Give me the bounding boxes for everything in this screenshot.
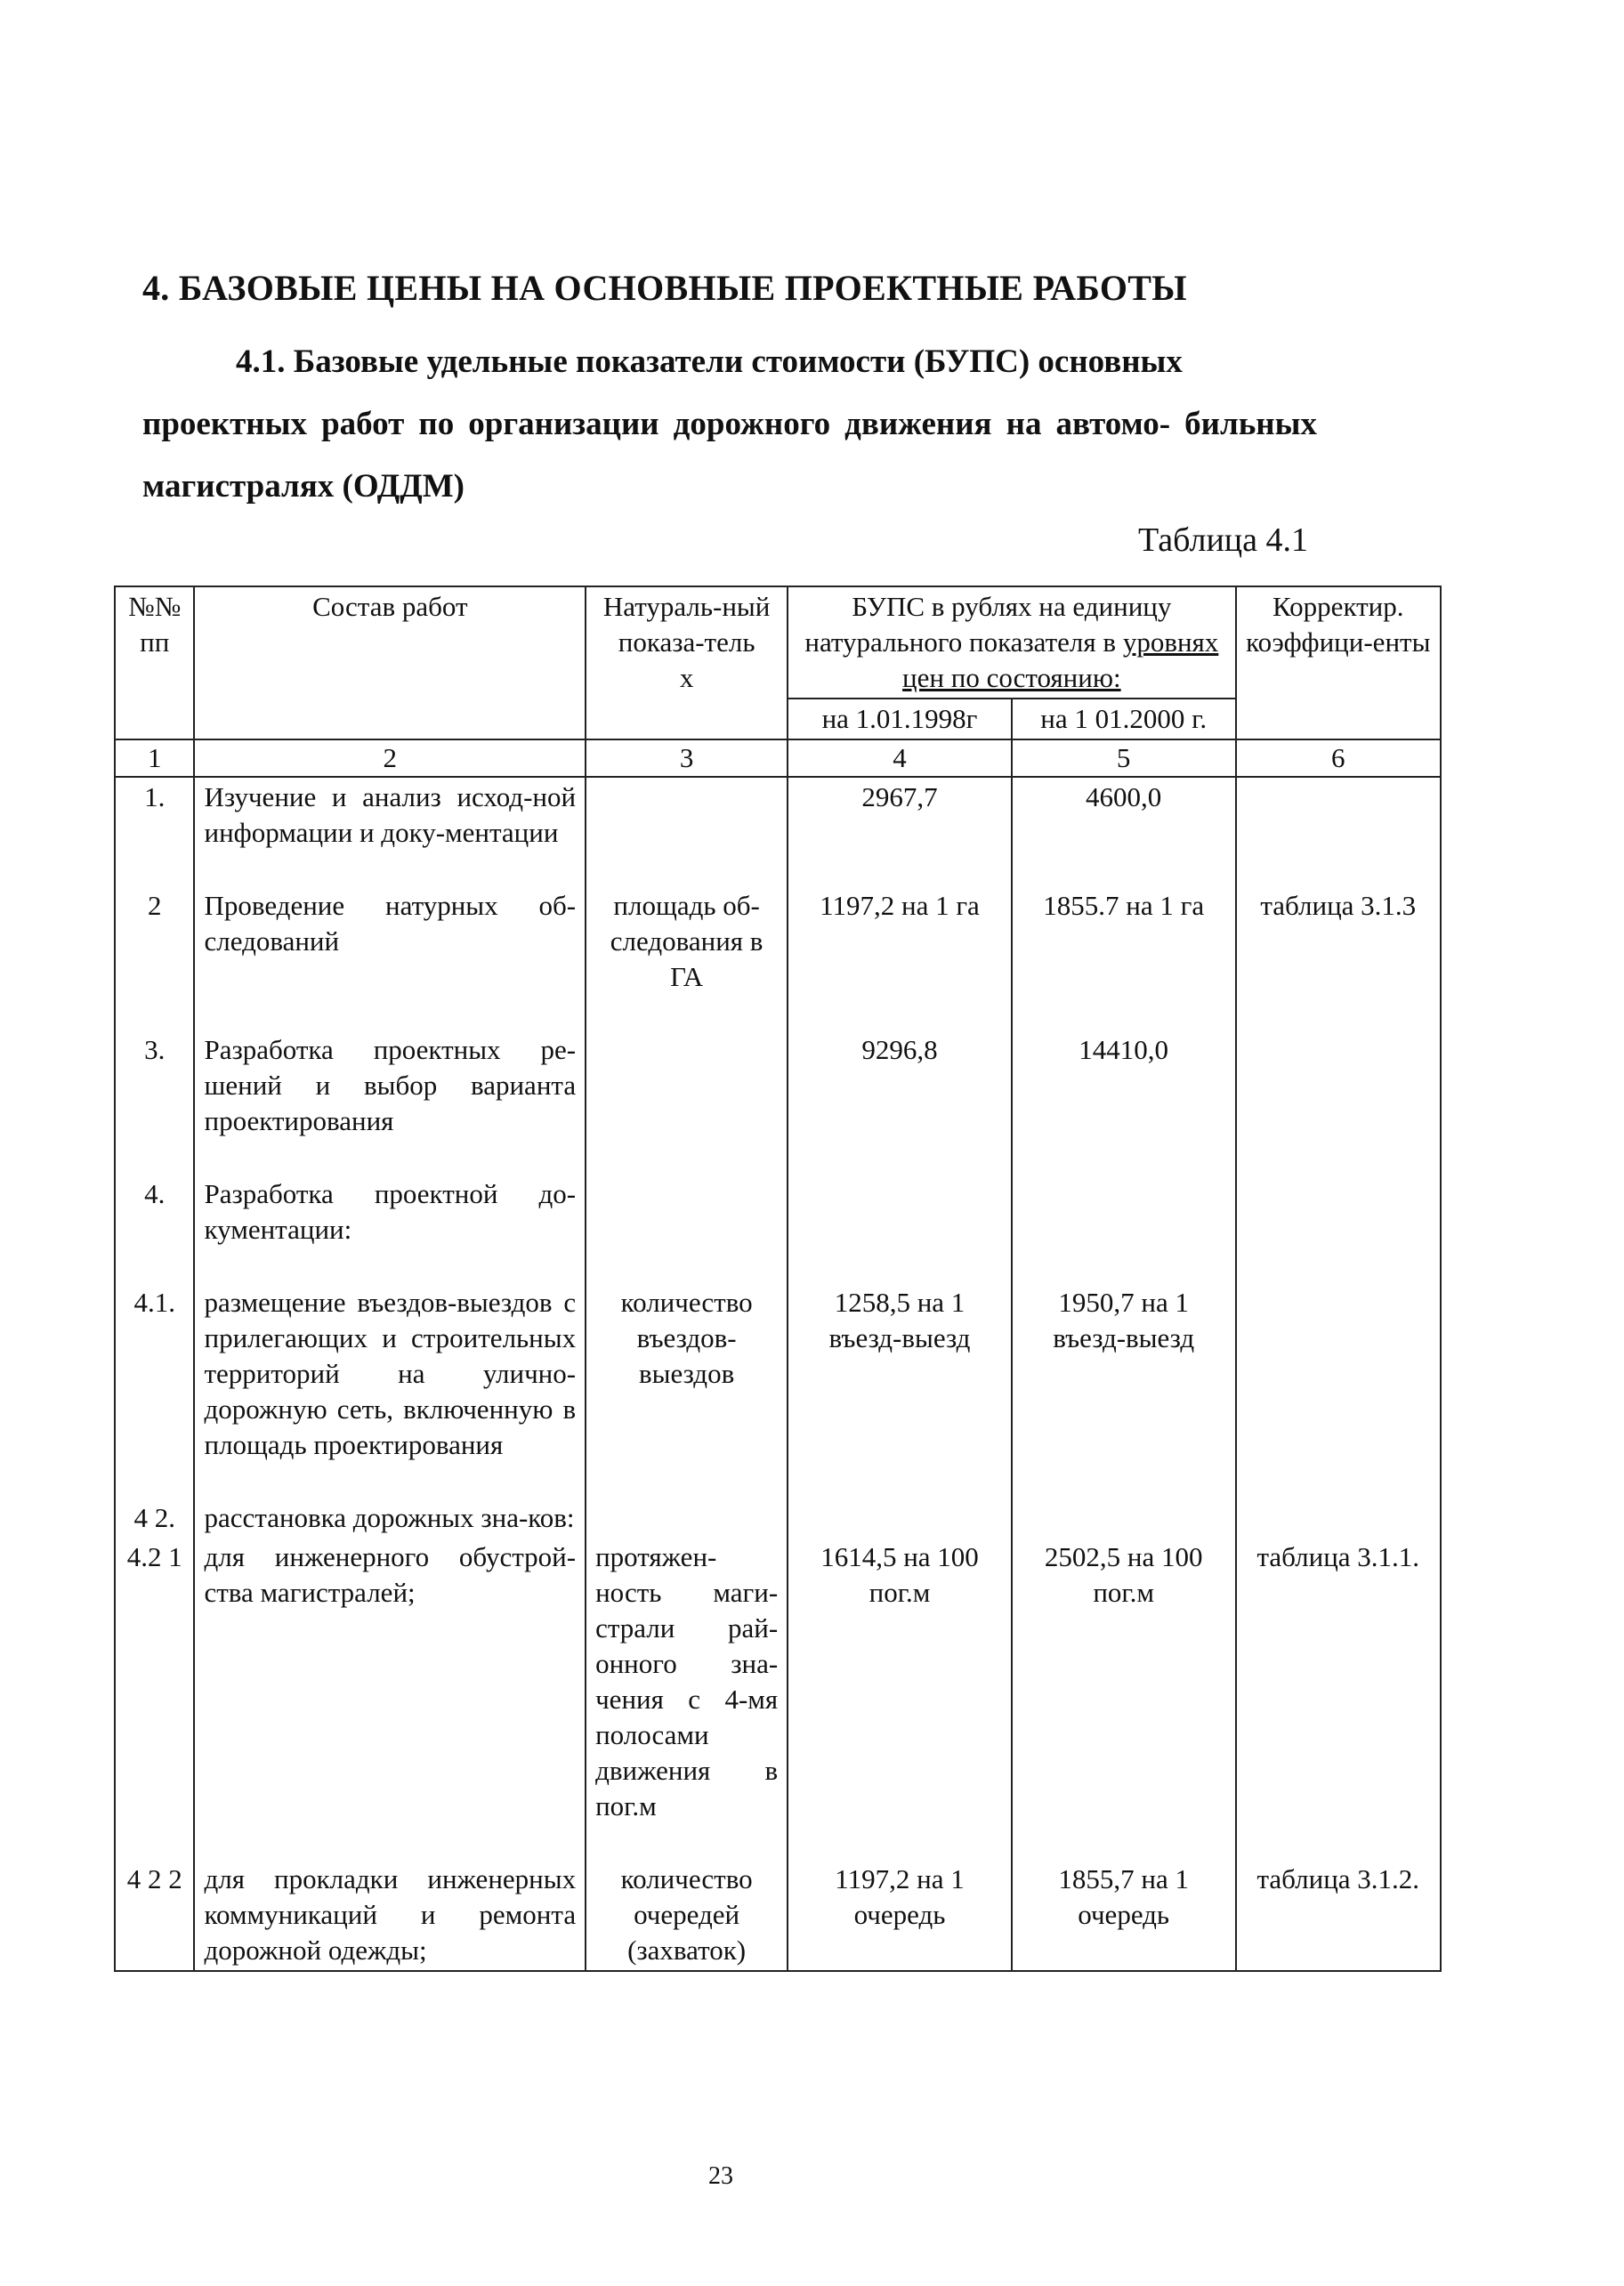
row-number: 3. xyxy=(115,1030,194,1175)
table-row xyxy=(115,1283,1441,1498)
row-coef xyxy=(1236,1498,1441,1538)
row-value-2000 xyxy=(1012,1498,1236,1538)
header-bups-label: БУПС в рублях на единицу натурального показателя в xyxy=(804,591,1172,658)
row-unit xyxy=(586,1498,788,1538)
header-work: Состав работ xyxy=(194,586,586,739)
row-coef xyxy=(1236,1030,1441,1175)
column-number: 4 xyxy=(788,739,1012,777)
row-value-2000 xyxy=(1012,1175,1236,1283)
row-unit: количество въездов-выездов xyxy=(586,1283,788,1498)
row-value-1998 xyxy=(788,1498,1012,1538)
column-numbers-row xyxy=(115,739,1441,777)
row-coef xyxy=(1236,777,1441,886)
table-caption: Таблица 4.1 xyxy=(1137,521,1308,559)
column-number: 6 xyxy=(1236,739,1441,777)
row-value-2000: 14410,0 xyxy=(1012,1030,1236,1175)
subheading-line-3: бильных магистралях (ОДДМ) xyxy=(142,406,1318,505)
header-unit-x: х xyxy=(679,662,694,693)
row-number: 4.1. xyxy=(115,1283,194,1498)
row-number: 2 xyxy=(115,886,194,1030)
row-value-2000: 2502,5 на 100 пог.м xyxy=(1012,1538,1236,1860)
section-heading: 4. БАЗОВЫЕ ЦЕНЫ НА ОСНОВНЫЕ ПРОЕКТНЫЕ РАБОТЫ xyxy=(142,268,1187,308)
row-coef: таблица 3.1.1. xyxy=(1236,1538,1441,1860)
row-work: для инженерного обустрой-ства магистралей; xyxy=(194,1538,586,1860)
row-value-2000: 1855,7 на 1 очередь xyxy=(1012,1860,1236,1971)
column-number: 3 xyxy=(586,739,788,777)
row-coef xyxy=(1236,1175,1441,1283)
page-number: 23 xyxy=(708,2162,733,2190)
row-work: Разработка проектной до-кументации: xyxy=(194,1175,586,1283)
row-coef: таблица 3.1.2. xyxy=(1236,1860,1441,1971)
row-value-2000: 4600,0 xyxy=(1012,777,1236,886)
row-unit xyxy=(586,777,788,886)
header-1998: на 1.01.1998г xyxy=(788,699,1012,739)
column-number: 1 xyxy=(115,739,194,777)
row-number: 4 2 2 xyxy=(115,1860,194,1971)
header-bups-levels: уровнях цен по состоянию: xyxy=(902,626,1219,693)
row-number: 1. xyxy=(115,777,194,886)
row-value-2000: 1950,7 на 1 въезд-выезд xyxy=(1012,1283,1236,1498)
table-row xyxy=(115,1860,1441,1971)
row-unit: протяжен-ность маги-страли рай-онного зна-чения с 4-мя полосами движения в пог.м xyxy=(586,1538,788,1860)
subheading-line-1: 4.1. Базовые удельные показатели стоимости (БУПС) основных xyxy=(236,343,1183,380)
header-bups xyxy=(788,586,1235,699)
row-value-1998: 2967,7 xyxy=(788,777,1012,886)
row-value-1998: 1614,5 на 100 пог.м xyxy=(788,1538,1012,1860)
row-unit xyxy=(586,1030,788,1175)
row-work: Разработка проектных ре-шений и выбор варианта проектирования xyxy=(194,1030,586,1175)
row-work: расстановка дорожных зна-ков: xyxy=(194,1498,586,1538)
row-value-1998: 9296,8 xyxy=(788,1030,1012,1175)
table-row xyxy=(115,1538,1441,1860)
row-work: Проведение натурных об-следований xyxy=(194,886,586,1030)
row-value-1998 xyxy=(788,1175,1012,1283)
header-unit xyxy=(586,586,788,739)
row-number: 4. xyxy=(115,1175,194,1283)
row-unit xyxy=(586,1175,788,1283)
row-coef xyxy=(1236,1283,1441,1498)
prices-table xyxy=(114,586,1442,1972)
row-work: для прокладки инженерных коммуникаций и ремонта дорожной одежды; xyxy=(194,1860,586,1971)
table-row xyxy=(115,1498,1441,1538)
header-coef: Корректир. коэффици-енты xyxy=(1236,586,1441,739)
column-number: 2 xyxy=(194,739,586,777)
row-work: размещение въездов-выездов с прилегающих и строительных территорий на улично-дорожную сеть, включенную в площадь проектирования xyxy=(194,1283,586,1498)
table-row xyxy=(115,777,1441,886)
row-value-2000: 1855.7 на 1 га xyxy=(1012,886,1236,1030)
column-number: 5 xyxy=(1012,739,1236,777)
header-unit-label: Натураль-ный показа-тель xyxy=(602,591,771,658)
row-value-1998: 1197,2 на 1 га xyxy=(788,886,1012,1030)
row-value-1998: 1197,2 на 1 очередь xyxy=(788,1860,1012,1971)
header-number: №№ пп xyxy=(115,586,194,739)
header-2000: на 1 01.2000 г. xyxy=(1012,699,1236,739)
row-value-1998: 1258,5 на 1 въезд-выезд xyxy=(788,1283,1012,1498)
table-row xyxy=(115,1030,1441,1175)
table-row xyxy=(115,886,1441,1030)
row-coef: таблица 3.1.3 xyxy=(1236,886,1441,1030)
subsection-heading xyxy=(142,331,1317,518)
row-unit: количество очередей (захваток) xyxy=(586,1860,788,1971)
table-row xyxy=(115,1175,1441,1283)
row-number: 4 2. xyxy=(115,1498,194,1538)
row-unit: площадь об-следования в ГА xyxy=(586,886,788,1030)
subheading-line-2: проектных работ по организации дорожного движения на автомо- xyxy=(142,406,1171,442)
row-work: Изучение и анализ исход-ной информации и доку-ментации xyxy=(194,777,586,886)
row-number: 4.2 1 xyxy=(115,1538,194,1860)
